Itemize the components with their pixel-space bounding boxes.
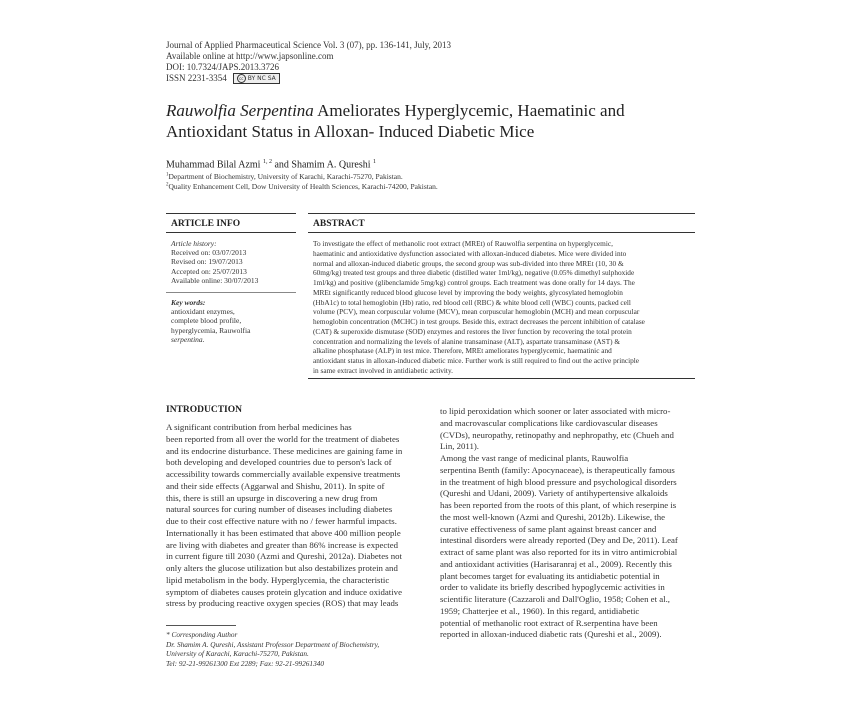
cc-logo-icon: cc (237, 74, 246, 83)
intro-left-column (166, 422, 416, 610)
intro-line: and antioxidant activities (Harisaranraj et al., 2009). Recently this (440, 558, 672, 569)
intro-line: both developing and developed countries due to person's lack of (166, 457, 392, 468)
intro-line: intestinal disorders were already reported (Dey and De, 2011). Leaf (440, 535, 678, 546)
abstract-line: volume (PCV), mean corpuscular volume (MCV), mean corpuscular hemoglobin (MCH) and mean corpuscular (313, 307, 640, 317)
intro-line: Lin, 2011). (440, 441, 480, 452)
journal-header (166, 40, 451, 84)
abstract-line: To investigate the effect of methanolic root extract (MREt) of Rauwolfia serpentina on hyperglycemic, (313, 239, 613, 248)
keywords (171, 298, 250, 344)
abstract-line: (CAT) & superoxide dismutase (SOD) enzymes and restores the liver function by recovering the total protein (313, 326, 632, 336)
abstract-line: hemoglobin concentration (MCHC) in test groups. Beside this, extract decreases the percent inhibition of catalase (313, 317, 645, 326)
issn: ISSN 2231-3354 (166, 73, 227, 83)
keyword-line: serpentina. (171, 334, 205, 344)
author-1-affil: 1, 2 (262, 159, 272, 165)
intro-line: 1959; Chatterjee et al., 1960). In this regard, antidiabetic (440, 605, 640, 616)
affiliation-2-text: Quality Enhancement Cell, Dow University of Health Sciences, Karachi-74200, Pakistan. (168, 182, 438, 191)
intro-line: order to validate its briefly described hypoglycemic activities in (440, 582, 665, 593)
cc-license-text: BY NC SA (247, 75, 276, 82)
affiliation-2 (166, 182, 438, 191)
abstract-line: in same extract involved in antidiabetic activity. (313, 365, 453, 375)
intro-line: and its endocrine disturbance. These medicines are gaining fame in (166, 445, 403, 456)
intro-line: Among the vast range of medicinal plants, Rauwolfia (440, 453, 629, 463)
journal-citation: Journal of Applied Pharmaceutical Science Vol. 3 (07), pp. 136-141, July, 2013 (166, 40, 452, 50)
abstract-line: antioxidant status in alloxan-induced diabetic mice. Further work is still required to find out the active principle (313, 356, 640, 365)
abstract-top-rule (308, 213, 695, 214)
history-online: Available online: 30/07/2013 (171, 275, 259, 285)
intro-line: to lipid peroxidation which sooner or later associated with micro- (440, 406, 671, 416)
intro-line: been reported from all over the world for the treatment of diabetes (166, 433, 400, 444)
intro-line: scientific literature (Cazzaroli and Dall'Oglio, 1958; Cohen et al., (440, 594, 670, 604)
intro-line: in current figure till 2030 (Azmi and Qureshi, 2012a). Diabetes not (166, 551, 402, 562)
abstract-line: 60mg/kg) treated test groups and three diabetic (distilled water 1ml/kg), negative (0.05% dimethyl sulphoxide (313, 268, 635, 278)
info-divider (166, 292, 296, 293)
affiliation-1-text: Department of Biochemistry, University of Karachi, Karachi-75270, Pakistan. (168, 172, 403, 181)
abstract-line: alkaline phosphatase (ALP) in test mice. Therefore, MREt ameliorates hyperglycemic, haematinic and (313, 346, 612, 356)
intro-line: this, there is still an upsurge in discovering a new drug from (166, 492, 378, 503)
history-accepted: Accepted on: 25/07/2013 (171, 266, 247, 276)
intro-line: potential of methanolic root extract of R.serpentina have been (440, 617, 658, 628)
abstract-line: haematinic and antioxidative dysfunction associated with alloxan-induced diabetes. Mice were divided into (313, 248, 627, 258)
intro-line: reported in alloxan-induced diabetic rats (Qureshi et al., 2009). (440, 629, 662, 640)
intro-line: plant becomes target for evaluating its antidiabetic potential in (440, 570, 660, 581)
journal-url: Available online at http://www.japsonline.com (166, 51, 334, 61)
abstract-bottom-rule (308, 232, 695, 233)
intro-line: and macrovascular complications like cardiovascular diseases (440, 417, 658, 428)
intro-line: Internationally it has been estimated that above 400 million people (166, 527, 401, 538)
footnote-rule (166, 625, 236, 626)
intro-line: are living with diabetes and greater than 86% increase is expected (166, 539, 399, 550)
intro-line: symptom of diabetes causes protein glycation and induce oxidative (166, 586, 402, 597)
history-revised: Revised on: 19/07/2013 (171, 257, 243, 267)
author-2: and Shamim A. Qureshi (271, 159, 371, 171)
intro-line: only alters the glucose utilization but also destabilizes protein and (166, 563, 398, 573)
intro-line: (CVDs), neuropathy, retinopathy and nephropathy, etc (Chueh and (440, 429, 674, 440)
keyword-line: antioxidant enzymes, (171, 307, 235, 317)
title-line2: Antioxidant Status in Alloxan- Induced Diabetic Mice (166, 122, 535, 141)
keyword-line: complete blood profile, (171, 316, 242, 326)
abstract-line: (HbA1c) to total hemoglobin (Hb) ratio, red blood cell (RBC) & white blood cell (WBC) counts, packed cell (313, 297, 631, 307)
abstract-line: 1ml/kg) and positive (glibenclamide 5mg/kg) control groups. Each treatment was done orally for 14 days. The (313, 278, 635, 287)
footnote-line: Dr. Shamim A. Qureshi, Assistant Professor Department of Biochemistry, (166, 639, 380, 649)
intro-line: in the treatment of high blood pressure and psychological disorders (440, 476, 677, 487)
intro-line: extract of same plant was also reported for its in vitro antimicrobial (440, 547, 678, 557)
history-label: Article history: (171, 239, 217, 248)
abstract-line: normal and alloxan-induced diabetic groups, the second group was sub-divided into three MREt (10, 30 & (313, 258, 624, 268)
affiliation-2-mark: 2 (166, 182, 169, 188)
abstract-body (313, 239, 692, 376)
keyword-line: hyperglycemia, Rauwolfia (171, 325, 251, 335)
author-1: Muhammad Bilal Azmi (166, 159, 261, 171)
intro-line: stress by producing reactive oxygen species (ROS) that may leads (166, 598, 399, 609)
intro-line: accessibility towards commercially available expensive treatments (166, 469, 401, 479)
intro-line: serpentina Benth (family: Apocynaceae), is therapeutically famous (440, 464, 675, 475)
corresponding-author-footnote (166, 630, 379, 668)
intro-line: natural sources for curing number of diseases including diabetes (166, 504, 393, 515)
article-info-heading: ARTICLE INFO (171, 219, 241, 229)
history-received: Received on: 03/07/2013 (171, 248, 247, 258)
cc-license-icon (233, 73, 280, 84)
footnote-line: Tel: 92-21-99261300 Ext 2289; Fax: 92-21-99261340 (166, 658, 325, 668)
keywords-label: Key words: (171, 298, 206, 307)
intro-line: has been reported from the roots of this plant, of which reserpine is (440, 500, 677, 510)
journal-doi: DOI: 10.7324/JAPS.2013.3726 (166, 62, 280, 72)
article-info-bottom-rule (166, 232, 296, 233)
abstract-line: concentration and normalizing the levels of alanine transaminase (ALT), aspartate transaminase (AST) & (313, 336, 621, 346)
affiliation-1 (166, 172, 403, 181)
author-line (166, 159, 376, 170)
issn-row (166, 73, 451, 84)
title-species: Rauwolfia Serpentina (166, 101, 314, 120)
title-line1-rest: Ameliorates Hyperglycemic, Haematinic and (313, 101, 625, 120)
intro-line: and their side effects (Aggarwal and Shishu, 2011). In spite of (166, 480, 385, 491)
abstract-line: MREt significantly reduced blood glucose level by improving the body weights, glycosylated hemoglobin (313, 287, 623, 297)
footnote-line: University of Karachi, Karachi-75270, Pakistan. (166, 649, 309, 658)
intro-line: the most well-known (Azmi and Qureshi, 2012b). Likewise, the (440, 511, 666, 522)
introduction-heading: INTRODUCTION (166, 405, 243, 415)
intro-line: A significant contribution from herbal medicines has (166, 422, 352, 432)
author-2-affil: 1 (373, 159, 377, 165)
intro-line: (Qureshi and Udani, 2009). Variety of antihypertensive alkaloids (440, 488, 668, 499)
article-info-top-rule (166, 213, 296, 214)
intro-line: lipid metabolism in the body. Hyperglycemia, the characteristic (166, 574, 390, 585)
footnote-line: * Corresponding Author (166, 630, 238, 639)
intro-right-column (440, 406, 695, 641)
article-title (166, 100, 706, 142)
intro-line: due to their cost effective nature with no / fewer harmful impacts. (166, 516, 397, 526)
affiliation-1-mark: 1 (166, 172, 169, 178)
abstract-heading: ABSTRACT (313, 219, 365, 229)
intro-line: curative effectiveness of same plant against breast cancer and (440, 523, 657, 534)
abstract-end-rule (308, 378, 695, 379)
article-history (171, 239, 258, 285)
